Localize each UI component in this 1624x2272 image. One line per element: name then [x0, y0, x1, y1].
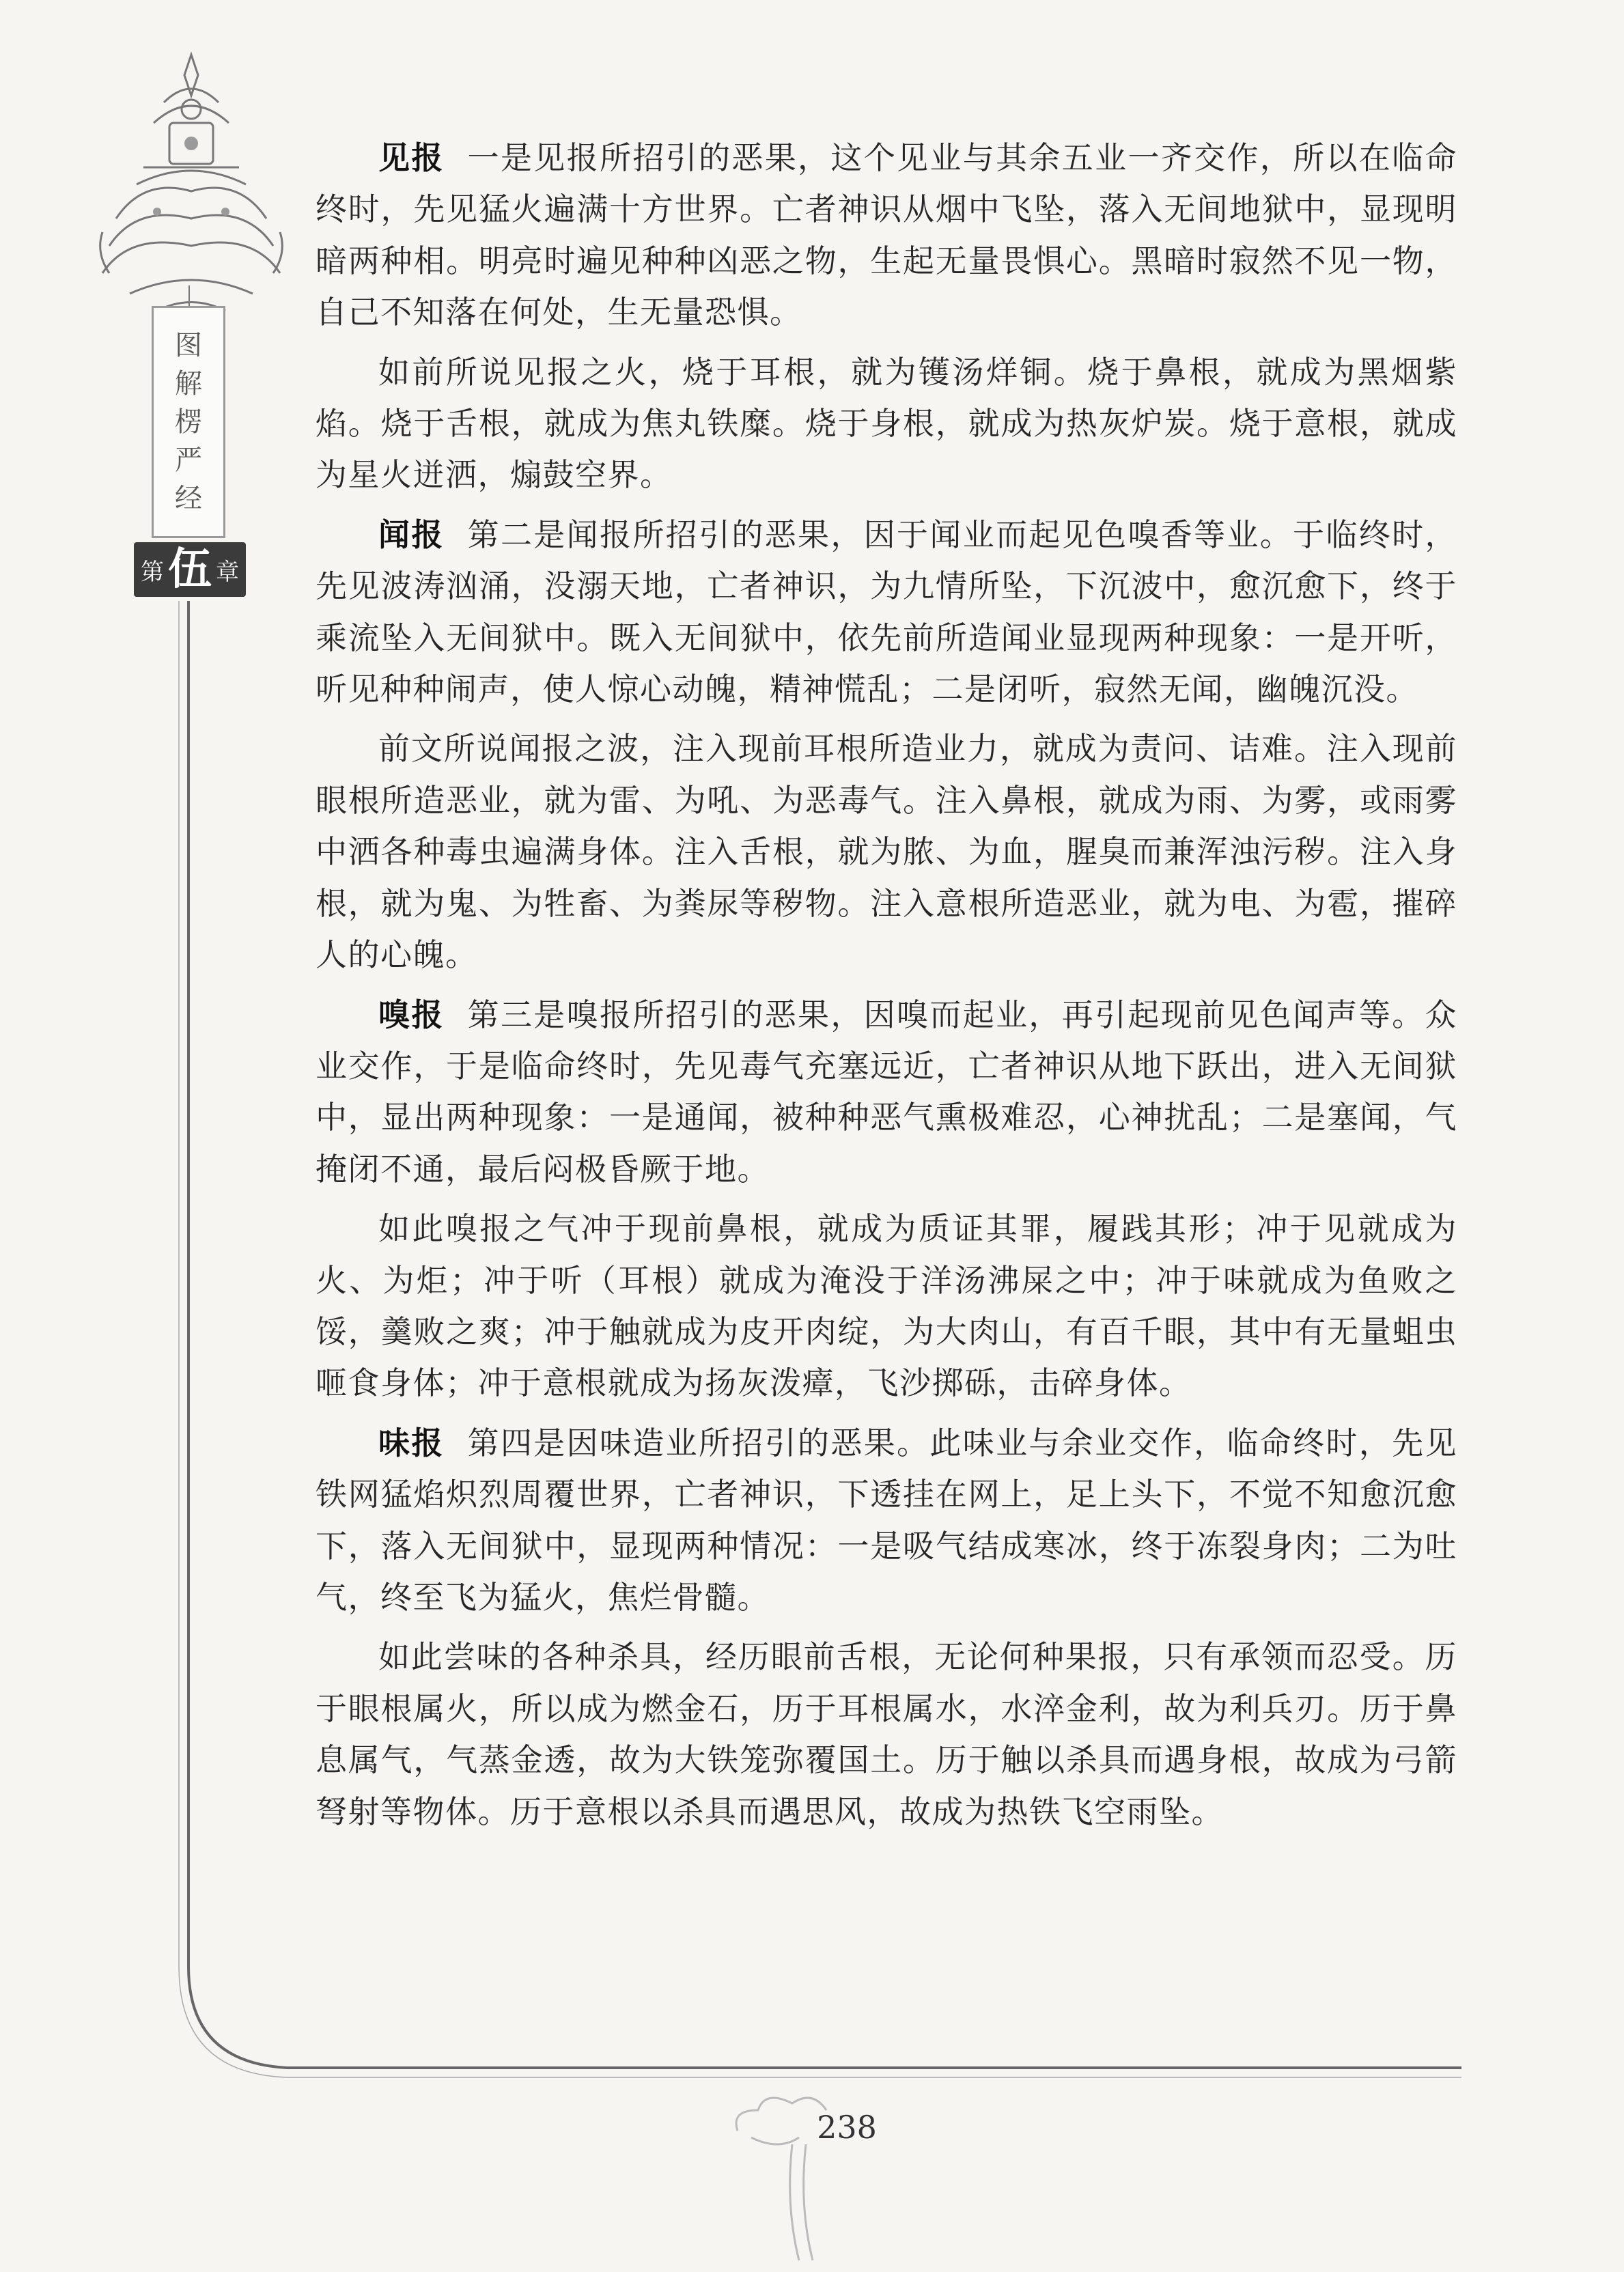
paragraph-text: 一是见报所招引的恶果，这个见业与其余五业一齐交作，所以在临命终时，先见猛火遍满十方世界。亡者神识从烟中飞坠，落入无间地狱中，显现明暗两种相。明亮时遍见种种凶恶之物，生起无量畏惧心。黑暗时寂然不见一物，自己不知落在何处，生无量恐惧。	[316, 139, 1458, 331]
paragraph-text: 第三是嗅报所招引的恶果，因嗅而起业，再引起现前见色闻声等。众业交作，于是临命终时，先见毒气充塞远近，亡者神识从地下跃出，进入无间狱中，显出两种现象：一是通闻，被种种恶气熏极难忍，心神扰乱；二是塞闻，气掩闭不通，最后闷极昏厥于地。	[316, 996, 1458, 1188]
section-heading: 嗅报	[378, 996, 445, 1033]
paragraph	[316, 1418, 1457, 1624]
book-title-char: 解	[175, 368, 202, 399]
paragraph-text: 第二是闻报所招引的恶果，因于闻业而起见色嗅香等业。于临终时，先见波涛汹涌，没溺天地，亡者神识，为九情所坠，下沉波中，愈沉愈下，终于乘流坠入无间狱中。既入无间狱中，依先前所造闻业显现两种现象：一是开听，听见种种闹声，使人惊心动魄，精神慌乱；二是闭听，寂然无闻，幽魄沉没。	[316, 516, 1458, 708]
sidebar-connector-top	[188, 285, 190, 306]
paragraph	[316, 347, 1457, 501]
paragraph-text: 如前所说见报之火，烧于耳根，就为镬汤烊铜。烧于鼻根，就成为黑烟紫焰。烧于舌根，就成为焦丸铁糜。烧于身根，就成为热灰炉炭。烧于意根，就成为星火迸洒，煽鼓空界。	[316, 353, 1457, 494]
chapter-tab	[137, 539, 243, 600]
page-number: 238	[817, 2109, 877, 2146]
section-heading: 见报	[378, 139, 445, 176]
section-heading: 闻报	[378, 516, 445, 553]
main-text	[316, 132, 1457, 1838]
chapter-prefix: 第	[141, 558, 164, 586]
section-heading: 味报	[378, 1424, 445, 1461]
paragraph	[316, 509, 1457, 716]
book-title-char: 严	[175, 445, 202, 476]
book-title-char: 经	[175, 483, 202, 514]
paragraph-text: 前文所说闻报之波，注入现前耳根所造业力，就成为责问、诘难。注入现前眼根所造恶业，就为雷、为吼、为恶毒气。注入鼻根，就成为雨、为雾，或雨雾中洒各种毒虫遍满身体。注入舌根，就为脓、为血，腥臭而兼浑浊污秽。注入身根，就为鬼、为牲畜、为粪尿等秽物。注入意根所造恶业，就为电、为雹，摧碎人的心魄。	[316, 730, 1457, 974]
paragraph	[316, 1203, 1457, 1410]
paragraph	[316, 723, 1457, 981]
paragraph-text: 如此嗅报之气冲于现前鼻根，就成为质证其罪，履践其形；冲于见就成为火、为炬；冲于听（耳根）就成为淹没于洋汤沸屎之中；冲于味就成为鱼败之馁，羹败之爽；冲于触就成为皮开肉绽，为大肉山，有百千眼，其中有无量蛆虫咂食身体；冲于意根就成为扬灰泼瘴，飞沙掷砾，击碎身体。	[316, 1210, 1457, 1402]
book-title-char: 图	[175, 330, 202, 361]
chapter-label	[134, 542, 246, 597]
cloud-ornament-icon	[724, 2069, 901, 2267]
book-title-char: 楞	[175, 406, 202, 438]
chapter-number: 伍	[168, 544, 212, 595]
sidebar-book-title	[152, 306, 225, 538]
lotus-vajra-ornament-icon	[89, 48, 294, 335]
paragraph-text: 如此尝味的各种杀具，经历眼前舌根，无论何种果报，只有承领而忍受。历于眼根属火，所以成为燃金石，历于耳根属水，水淬金利，故为利兵刃。历于鼻息属气，气蒸金透，故为大铁笼弥覆国土。历于触以杀具而遇身根，故成为弓箭弩射等物体。历于意根以杀具而遇思风，故成为热铁飞空雨坠。	[316, 1638, 1457, 1830]
paragraph-text: 第四是因味造业所招引的恶果。此味业与余业交作，临命终时，先见铁网猛焰炽烈周覆世界，亡者神识，下透挂在网上，足上头下，不觉不知愈沉愈下，落入无间狱中，显现两种情况：一是吸气结成寒冰，终于冻裂身肉；二为吐气，终至飞为猛火，焦烂骨髓。	[316, 1424, 1458, 1616]
paragraph	[316, 132, 1457, 339]
paragraph	[316, 990, 1457, 1196]
paragraph	[316, 1631, 1457, 1838]
chapter-suffix: 章	[216, 558, 239, 586]
